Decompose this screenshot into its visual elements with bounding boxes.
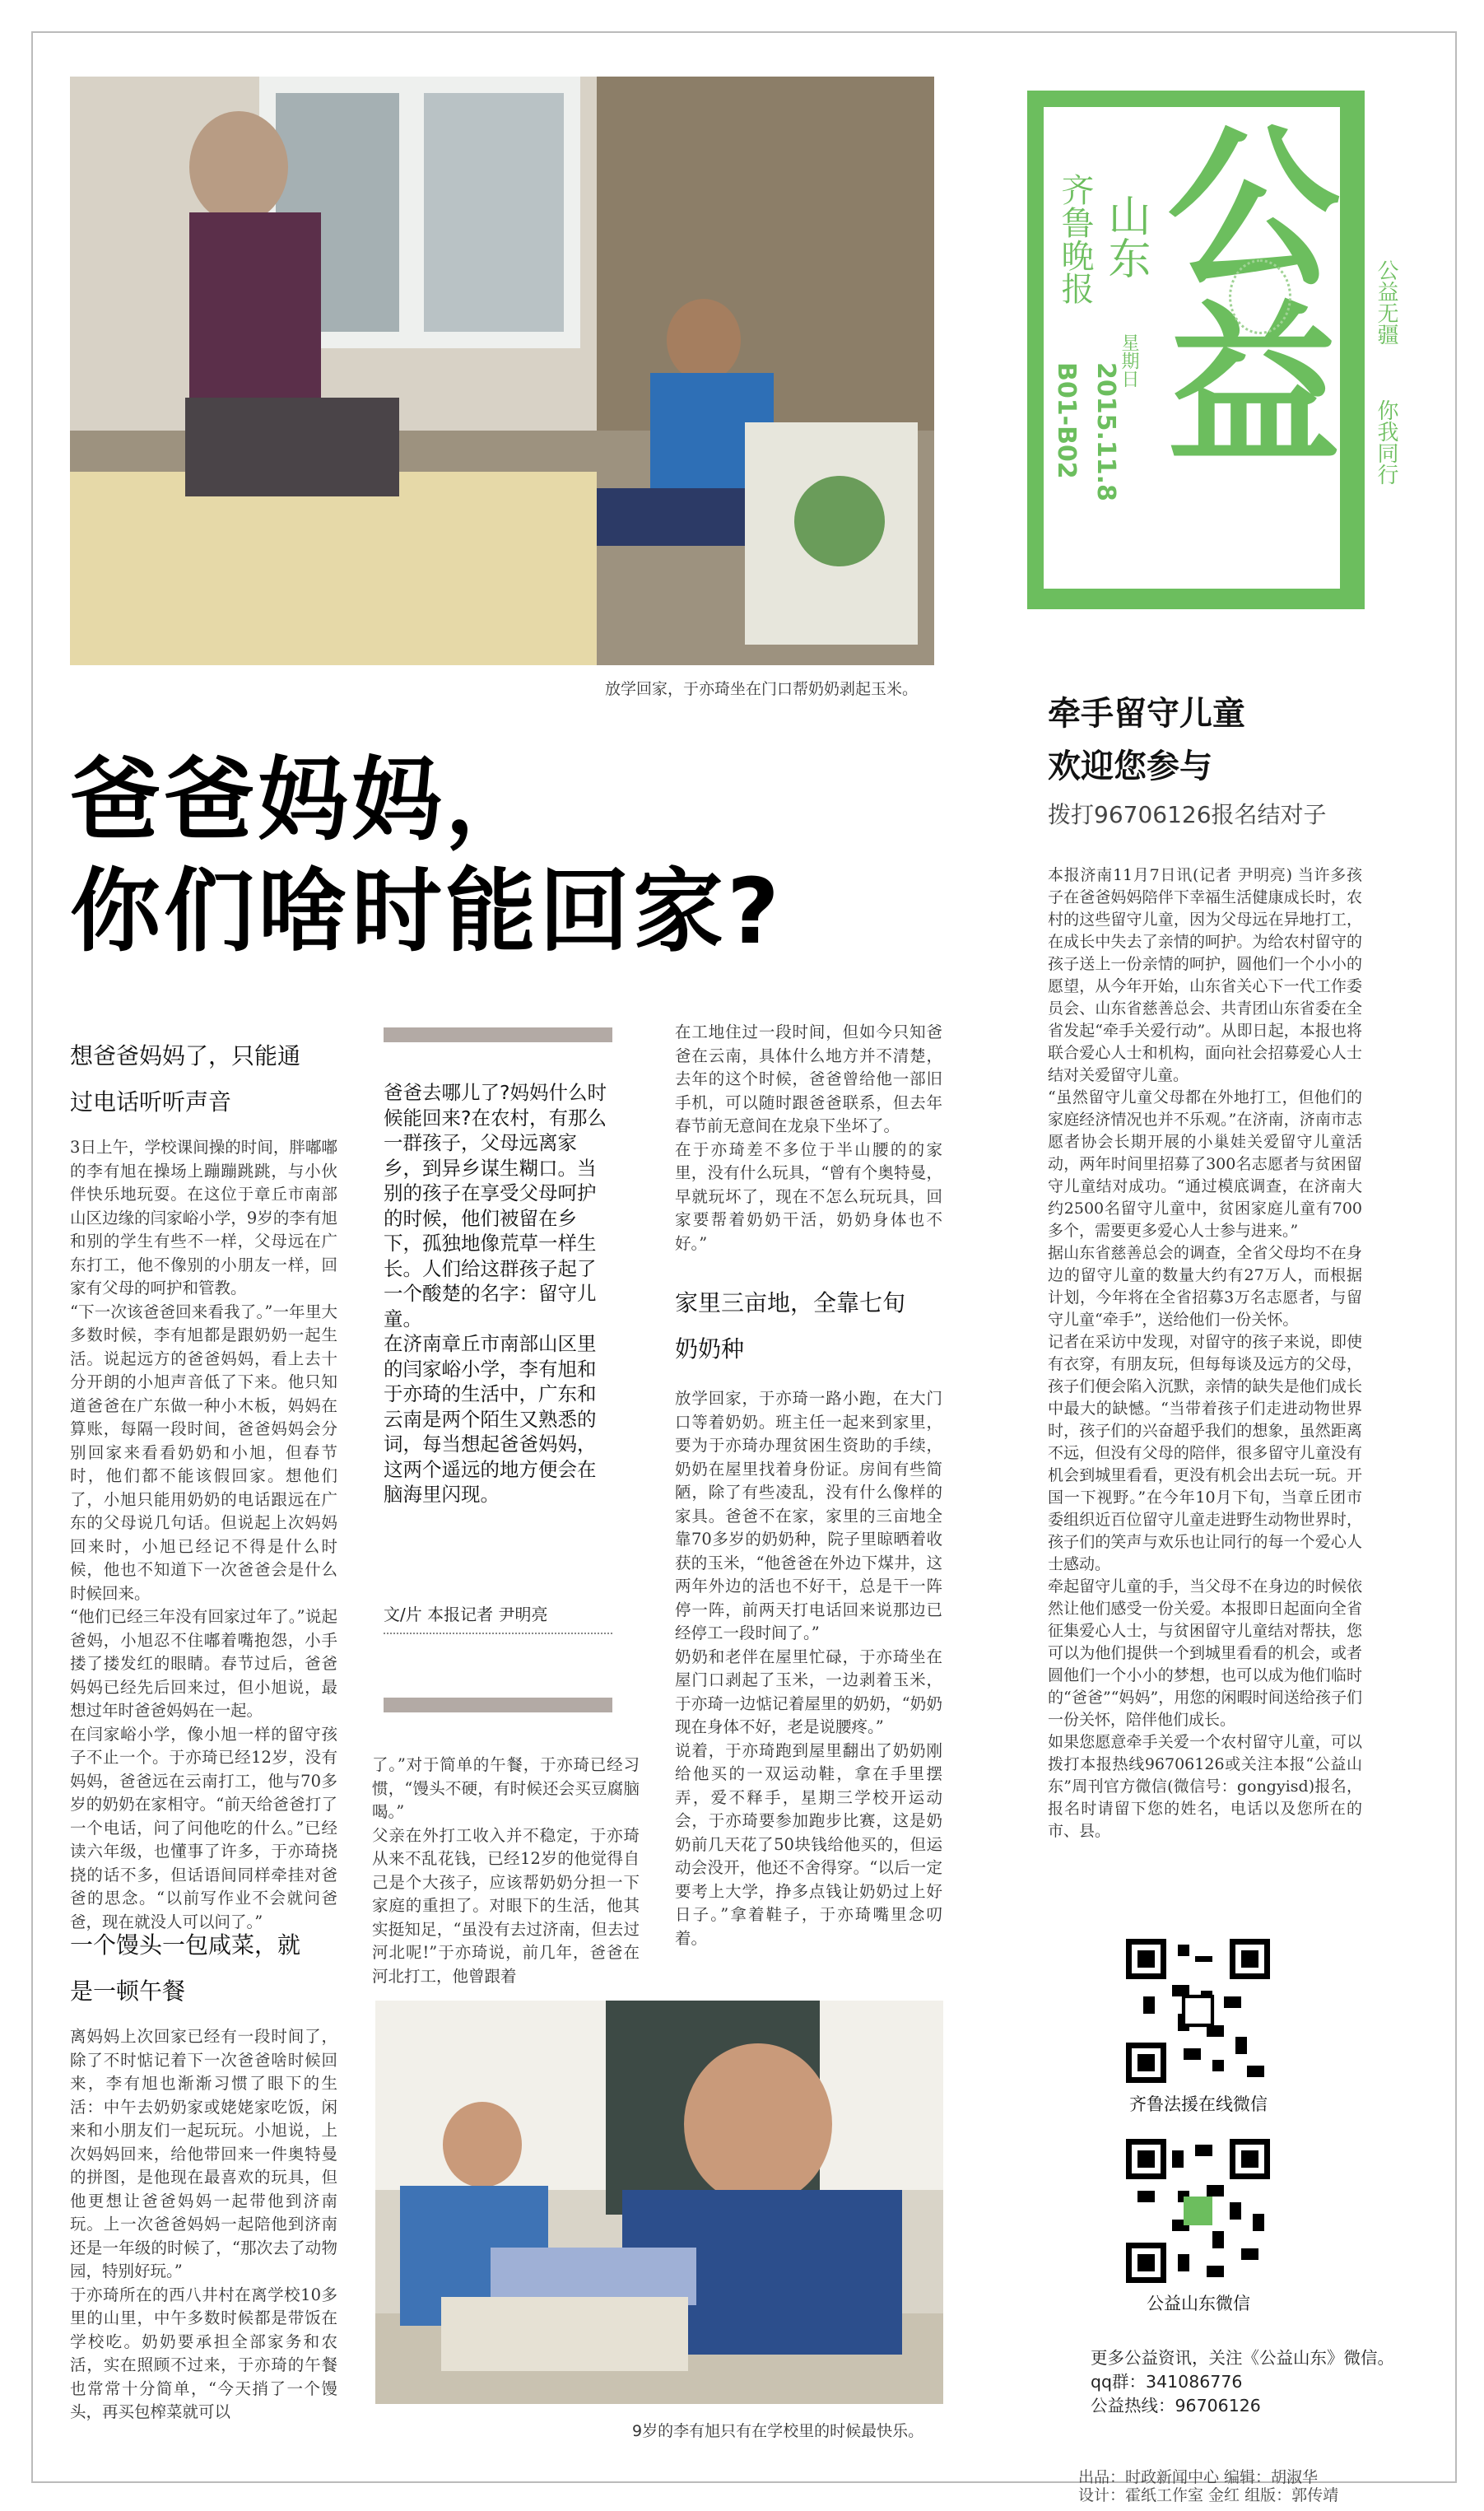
bottom-photo-illustration bbox=[375, 2001, 943, 2404]
article-col2-b: 了。”对于简单的午餐，于亦琦已经习惯，“馒头不硬，有时候还会买豆腐脑喝。” 父亲在外打工收入并不稳定，于亦琦从来不乱花钱，已经12岁的他觉得自己是个大孩子，应该帮奶奶分担一下家庭的重担了。对眼下的生活，他其实挺知足，“虽没有去过济南，但去过河北呢!”于亦琦说，前几年，爸爸在河北打工，他曾跟着 bbox=[372, 1755, 640, 1986]
footer-info-line-2: qq群：341086776 bbox=[1091, 2372, 1243, 2392]
masthead-block bbox=[1027, 91, 1398, 609]
qr-code-gongyi[interactable] bbox=[1126, 2139, 1270, 2283]
footer-credits: 出品：时政新闻中心 编辑：胡淑华 设计：霍纸工作室 金红 组版：郭传靖 bbox=[1078, 2468, 1339, 2504]
top-photo bbox=[70, 77, 934, 665]
promo-title: 牵手留守儿童 欢迎您参与 bbox=[1048, 695, 1245, 785]
article-col3-a: 在工地住过一段时间，但如今只知爸爸在云南，具体什么地方并不清楚，去年的这个时候，爸爸曾给他一部旧手机，可以随时跟爸爸联系，但去年春节前无意间在龙泉下坐坏了。 在于亦琦差不多位于半山腰的的家里，没有什么玩具，“曾有个奥特曼，早就玩坏了，现在不怎么玩玩具，回家要帮着奶奶干活，奶奶身体也不好。” bbox=[675, 1023, 942, 1253]
masthead-date: 2015.11.8 bbox=[1091, 362, 1120, 501]
masthead-paper-name: 齐鲁晚报 bbox=[1056, 173, 1094, 305]
top-photo-illustration bbox=[70, 77, 934, 665]
footer-info-line-3: 公益热线：96706126 bbox=[1091, 2396, 1261, 2415]
masthead-title-char-2: 益 bbox=[1167, 286, 1341, 487]
qr-label-gongyi: 公益山东微信 bbox=[1147, 2294, 1250, 2313]
qr-label-fala: 齐鲁法援在线微信 bbox=[1129, 2094, 1268, 2114]
promo-subtitle: 拨打96706126报名结对子 bbox=[1048, 801, 1327, 828]
lead-quote: 爸爸去哪儿了?妈妈什么时候能回来?在农村，有那么一群孩子，父母远离家乡，到异乡谋生糊口。当别的孩子在享受父母呵护的时候，他们被留在乡下，孤独地像荒草一样生长。人们给这群孩子起了一个酸楚的名字：留守儿童。 在济南章丘市南部山区里的闫家峪小学，李有旭和于亦琦的生活中，广东和云南是两个陌生又熟悉的词，每当想起爸爸妈妈，这两个遥远的地方便会在脑海里闪现。 bbox=[384, 1081, 607, 1506]
fingerprint-icon bbox=[1229, 259, 1291, 334]
article-col3-b: 放学回家，于亦琦一路小跑，在大门口等着奶奶。班主任一起来到家里，要为于亦琦办理贫困生资助的手续，奶奶在屋里找着身份证。房间有些简陋，除了有些凌乱，没有什么像样的家具。爸爸不在家，家里的三亩地全靠70多岁的奶奶种，院子里晾晒着收获的玉米，“他爸爸在外边下煤井，这两年外边的活也不好干，总是干一阵停一阵，前两天打电话回来说那边已经停工一段时间了。” 奶奶和老伴在屋里忙碌，于亦琦坐在屋门口剥起了玉米，一边剥着玉米，于亦琦一边惦记着屋里的奶奶，“奶奶现在身体不好，老是说腰疼。” 说着，于亦琦跑到屋里翻出了奶奶刚给他买的一双运动鞋，拿在手里摆弄，爱不释手，星期三学校开运动会，于亦琦要参加跑步比赛，这是奶奶前几天花了50块钱给他买的，但运动会没开，他还不舍得穿。“以后一定要考上大学，挣多点钱让奶奶过上好日子。”拿着鞋子，于亦琦嘴里念叨着。 bbox=[675, 1389, 942, 1948]
qr-code-gongyi-icon bbox=[1126, 2139, 1270, 2283]
masthead-slogan-2: 你我同行 bbox=[1374, 399, 1398, 485]
article-col1-a: 3日上午，学校课间操的时间，胖嘟嘟的李有旭在操场上蹦蹦跳跳，与小伙伴快乐地玩耍。在这位于章丘市南部山区边缘的闫家峪小学，9岁的李有旭和别的学生有些不一样，父母远在广东打工，他不像别的小朋友一样，回家有父母的呵护和管教。 “下一次该爸爸回来看我了。”一年里大多数时候，李有旭都是跟奶奶一起生活。说起远方的爸爸妈妈，看上去十分开朗的小旭声音低了下来。他只知道爸爸在广东做一种小木板，妈妈在算账，每隔一段时间，爸爸妈妈会分别回家来看看奶奶和小旭，但春节时，他们都不能该假回家。想他们了，小旭只能用奶奶的电话跟远在广东的父母说几句话。但说起上次妈妈回来时，小旭已经记不得是什么时候，他也不知道下一次爸爸会是什么时候回来。 “他们已经三年没有回家过年了。”说起爸妈，小旭忍不住嘟着嘴抱怨，小手搂了搂发红的眼睛。春节过后，爸爸妈妈已经先后回来过，但小旭说，最想过年时爸爸妈妈在一起。 在闫家峪小学，像小旭一样的留守孩子不止一个。于亦琦已经12岁，没有妈妈，爸爸远在云南打工，他与70多岁的奶奶在家相守。“前天给爸爸打了一个电话，问了问他吃的什么。”已经读六年级，也懂事了许多，于亦琦挠挠的话不多，但话语间同样牵挂对爸爸的思念。“以前写作业不会就问爸爸，现在就没人可以问了。” bbox=[70, 1138, 337, 1931]
article-col4: 本报济南11月7日讯(记者 尹明亮) 当许多孩子在爸爸妈妈陪伴下幸福生活健康成长时，农村的这些留守儿童，因为父母远在异地打工，在成长中失去了亲情的呵护。为给农村留守的孩子送上一份亲情的呵护，圆他们一个小小的愿望，从今年开始，山东省关心下一代工作委员会、山东省慈善总会、共青团山东省委在全省发起“牵手关爱行动”。从即日起，本报也将联合爱心人士和机构，面向社会招募爱心人士结对关爱留守儿童。 “虽然留守儿童父母都在外地打工，但他们的家庭经济情况也并不乐观。”在济南，济南市志愿者协会长期开展的小巢娃关爱留守儿童活动，两年时间里招募了300名志愿者与贫困留守儿童结对成功。“通过模底调查，在济南大约2500名留守儿童中，贫困家庭儿童有700多个，需要更多爱心人士参与进来。” 据山东省慈善总会的调查，全省父母均不在身边的留守儿童的数量大约有27万人，而根据计划，今年将在全省招募3万名志愿者，与留守儿童“牵手”，送给他们一份关怀。 记者在采访中发现，对留守的孩子来说，即使有衣穿，有朋友玩，但每每谈及远方的父母，孩子们便会陷入沉默，亲情的缺失是他们成长中最大的缺憾。“当带着孩子们走进动物世界时，孩子们的兴奋超乎我们的想象，虽然距离不远，但没有父母的陪伴，很多留守儿童没有机会到城里看看，更没有机会出去玩一玩。开国一下视野。”在今年10月下旬，当章丘团市委组织近百位留守儿童走进野生动物世界时，孩子们的笑声与欢乐也让同行的每一个爱心人士感动。 牵起留守儿童的手，当父母不在身边的时候依然让他们感受一份关爱。本报即日起面向全省征集爱心人士，与贫困留守儿童结对帮扶，您可以为他们提供一个到城里看看的机会，或者圆他们一个小小的梦想，也可以成为他们临时的“爸爸”“妈妈”，用您的闲暇时间送给孩子们一份关怀，陪伴他们成长。 如果您愿意牵手关爱一个农村留守儿童，可以拨打本报热线96706126或关注本报“公益山东”周刊官方微信(微信号：gongyisd)报名，报名时请留下您的姓名，电话以及您所在的市、县。 bbox=[1048, 866, 1362, 1840]
subhead-1: 想爸爸妈妈了，只能通 过电话听听声音 bbox=[70, 1042, 301, 1116]
qr-code-fala[interactable] bbox=[1126, 1939, 1270, 2083]
quote-top-bar bbox=[384, 1027, 612, 1042]
masthead-weekday: 星期日 bbox=[1119, 333, 1139, 388]
masthead-title-char-1: 公 bbox=[1167, 109, 1341, 310]
byline: 文/片 本报记者 尹明亮 bbox=[384, 1605, 548, 1624]
masthead-region: 山东 bbox=[1100, 193, 1150, 279]
headline: 爸爸妈妈， 你们啥时能回家? bbox=[70, 748, 783, 964]
bottom-photo bbox=[375, 2001, 943, 2404]
masthead-slogan-1: 公益无疆 bbox=[1374, 259, 1398, 345]
article-col1-b: 离妈妈上次回家已经有一段时间了，除了不时惦记着下一次爸爸啥时候回来，李有旭也渐渐习惯了眼下的生活：中午去奶奶家或姥姥家吃饭，闲来和小朋友们一起玩玩。小旭说，上次妈妈回来，给他带回来一件奥特曼的拼图，是他现在最喜欢的玩具，但他更想让爸爸妈妈一起带他到济南玩。上一次爸爸妈妈一起陪他到济南还是一年级的时候了，“那次去了动物园，特别好玩。” 于亦琦所在的西八井村在离学校10多里的山里，中午多数时候都是带饭在学校吃。奶奶要承担全部家务和农活，实在照顾不过来，于亦琦的午餐也常常十分简单，“今天捎了一个馒头，再买包榨菜就可以 bbox=[70, 2027, 337, 2421]
top-photo-caption: 放学回家，于亦琦坐在门口帮奶奶剥起玉米。 bbox=[605, 680, 919, 698]
qr-code-fala-icon bbox=[1126, 1939, 1270, 2083]
footer-info-line-1: 更多公益资讯，关注《公益山东》微信。 bbox=[1091, 2348, 1394, 2368]
subhead-3: 家里三亩地，全靠七旬 奶奶种 bbox=[675, 1289, 906, 1363]
subhead-2: 一个馒头一包咸菜，就 是一顿午餐 bbox=[70, 1931, 301, 2005]
quote-bottom-bar bbox=[384, 1698, 612, 1712]
bottom-photo-caption: 9岁的李有旭只有在学校里的时候最快乐。 bbox=[632, 2422, 924, 2440]
masthead-pages: B01-B02 bbox=[1052, 362, 1081, 479]
byline-divider bbox=[384, 1633, 612, 1634]
